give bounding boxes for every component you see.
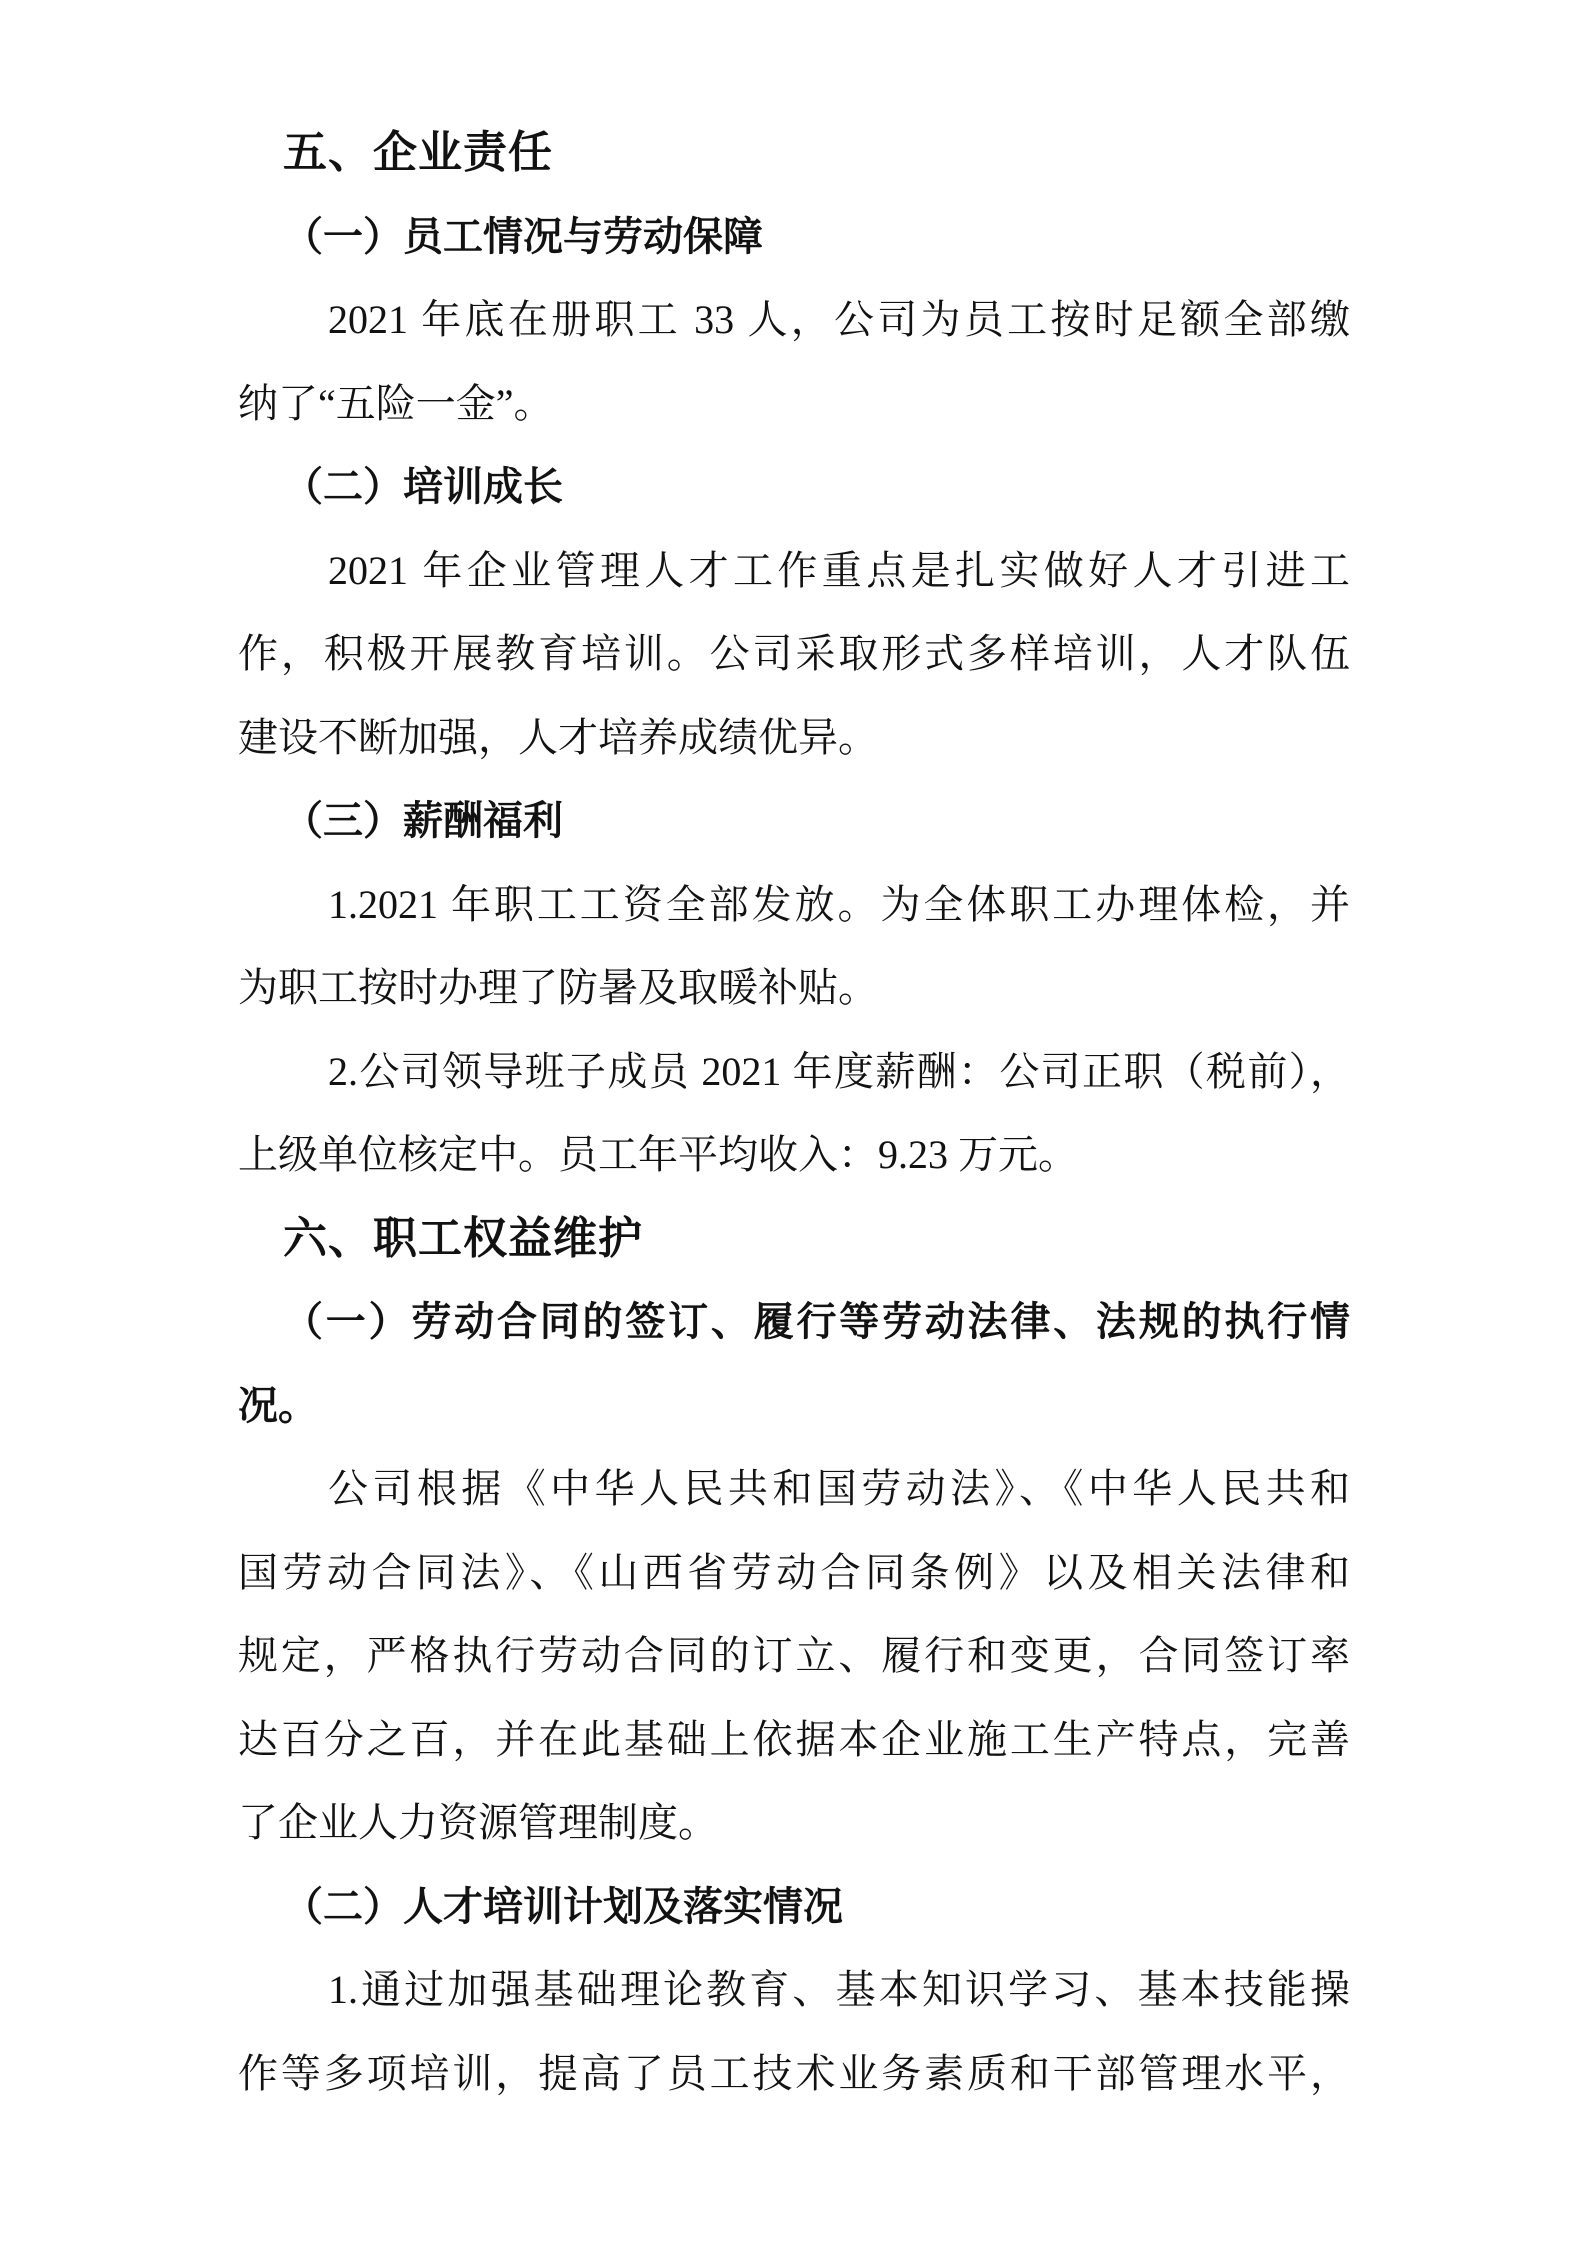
paragraph-line: 2021 年底在册职工 33 人，公司为员工按时足额全部缴: [328, 297, 1350, 342]
subsection-heading: （一）劳动合同的签订、履行等劳动法律、法规的执行情: [283, 1299, 1350, 1344]
paragraph-line: 作，积极开展教育培训。公司采取形式多样培训，人才队伍: [238, 631, 1350, 676]
paragraph-line: 1.通过加强基础理论教育、基本知识学习、基本技能操: [328, 1967, 1350, 2012]
paragraph-line: 为职工按时办理了防暑及取暖补贴。: [238, 965, 878, 1010]
paragraph-line: 1.2021 年职工工资全部发放。为全体职工办理体检，并: [328, 881, 1350, 927]
section-heading: 五、企业责任: [283, 128, 553, 177]
subsection-heading: 况。: [238, 1382, 318, 1428]
paragraph-line: 国劳动合同法》、《山西省劳动合同条例》以及相关法律和: [238, 1549, 1350, 1595]
paragraph-line: 纳了“五险一金”。: [238, 380, 554, 426]
paragraph-line: 公司根据《中华人民共和国劳动法》、《中华人民共和: [328, 1466, 1350, 1511]
subsection-heading: （三）薪酬福利: [283, 798, 563, 843]
paragraph-line: 作等多项培训，提高了员工技术业务素质和干部管理水平，: [238, 2050, 1350, 2096]
paragraph-line: 规定，严格执行劳动合同的订立、履行和变更，合同签订率: [238, 1633, 1350, 1678]
paragraph-line: 2.公司领导班子成员 2021 年度薪酬：公司正职（税前），: [328, 1048, 1350, 1094]
paragraph-line: 上级单位核定中。员工年平均收入：9.23 万元。: [238, 1132, 1078, 1177]
paragraph-line: 了企业人力资源管理制度。: [238, 1800, 718, 1845]
document-text: [238, 111, 1350, 2115]
subsection-heading: （二）培训成长: [283, 464, 563, 509]
paragraph-line: 建设不断加强，人才培养成绩优异。: [238, 714, 878, 760]
paragraph-line: 达百分之百，并在此基础上依据本企业施工生产特点，完善: [238, 1716, 1350, 1762]
paragraph-line: 2021 年企业管理人才工作重点是扎实做好人才引进工: [328, 547, 1350, 593]
subsection-heading: （一）员工情况与劳动保障: [283, 213, 763, 259]
section-heading: 六、职工权益维护: [283, 1213, 643, 1263]
subsection-heading: （二）人才培训计划及落实情况: [283, 1883, 843, 1929]
